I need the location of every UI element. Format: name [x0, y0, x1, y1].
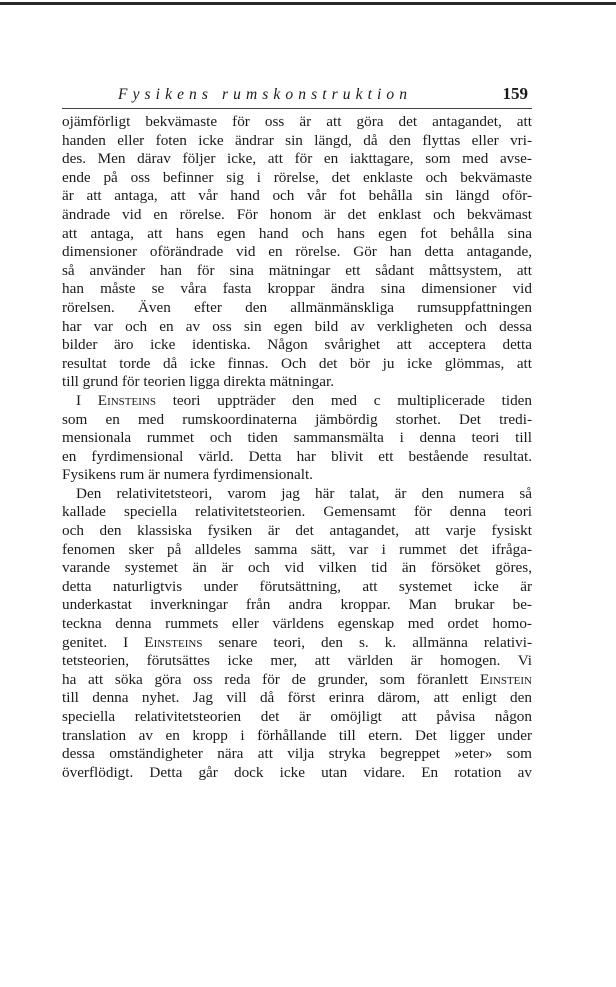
- paragraph-3: [62, 485, 532, 783]
- text-line: underkastat inverkningar från andra kroppar. Man brukar be-: [62, 596, 532, 614]
- top-border-rule: [0, 2, 616, 5]
- body-text: [62, 113, 532, 782]
- text-line: ändrade vid en rörelse. För honom är det enklast och bekvämast: [62, 205, 532, 223]
- text-line: och den klassiska fysiken är det antagandet, att varje fysiskt: [62, 522, 532, 540]
- proper-name-einstein: Einsteins: [144, 633, 203, 651]
- text-line: handen eller foten icke ändrar sin längd, då den flyttas eller vri-: [62, 131, 532, 149]
- text-line: så använder han för sina mätningar ett sådant måttsystem, att: [62, 261, 532, 279]
- text-line: som en med rumskoordinaterna jämbördig storhet. Det tredi-: [62, 410, 532, 428]
- text-line: bilder äro icke identiska. Någon svårighet att acceptera detta: [62, 336, 532, 354]
- text-line: genitet. I Einsteins senare teori, den s. k. allmänna relativi-: [62, 633, 533, 651]
- book-page: [62, 84, 532, 782]
- text-line: I Einsteins teori uppträder den med c multiplicerade tiden: [76, 391, 533, 409]
- text-line: varande systemet än är och vid vilken tid än försöket göres,: [62, 559, 532, 577]
- text-line: att antaga, att hans egen hand och hans egen fot behålla sina: [62, 224, 532, 242]
- running-title: Fysikens rumskonstruktion: [118, 86, 413, 103]
- text-line: han måste se våra fasta kroppar ändra sina dimensioner vid: [62, 280, 532, 298]
- text-line: fenomen sker på alldeles samma sätt, var i rummet det ifråga-: [62, 540, 532, 558]
- proper-name-einstein: Einstein: [479, 670, 532, 688]
- text-line: mensionala rummet och tiden sammansmälta i denna teori till: [62, 429, 532, 447]
- text-line: speciella relativitetsteorien det är omöjligt att påvisa någon: [62, 708, 532, 725]
- text-line: en fyrdimensional värld. Detta har blivit ett bestående resultat.: [62, 447, 532, 465]
- text-line: rörelsen. Även efter den allmänmänskliga rumsuppfattningen: [62, 298, 532, 316]
- text-line: detta naturligtvis under förutsättning, att systemet icke är: [62, 577, 532, 595]
- text-line: translation av en kropp i förhållande till etern. Det ligger under: [62, 726, 532, 744]
- text-line: ende på oss befinner sig i rörelse, det enklaste och bekvämaste: [62, 168, 532, 186]
- paragraph-1: [62, 113, 532, 392]
- text-line: till denna nyhet. Jag vill då först erinra därom, att enligt den: [62, 689, 532, 707]
- text-line: Fysikens rum är numera fyrdimensionalt.: [62, 466, 313, 484]
- text-line: är att antaga, att vår hand och vår fot behålla sin längd oför-: [62, 187, 532, 205]
- text-line: har var och en av oss sin egen bild av verkligheten och dessa: [62, 317, 532, 335]
- text-line: kallade speciella relativitetsteorien. Gemensamt för denna teori: [62, 503, 532, 521]
- running-head: [62, 84, 532, 109]
- proper-name-einstein: Einsteins: [97, 391, 156, 409]
- text-line: dimensioner oförändrade vid en rörelse. Gör han detta antagande,: [62, 243, 532, 261]
- text-line: tetsteorien, förutsättes icke mer, att världen är homogen. Vi: [62, 652, 532, 670]
- text-line: dessa omständigheter nära att vilja stryka begreppet »eter» som: [62, 745, 532, 763]
- paragraph-2: [62, 392, 532, 485]
- text-line: teckna denna rummets eller världens egenskap med ordet homo-: [62, 615, 532, 633]
- page-number: 159: [502, 84, 528, 103]
- text-line: resultat torde då icke finnas. Och det bör ju icke glömmas, att: [62, 354, 532, 372]
- text-line: ha att söka göra oss reda för de grunder, som föranlett Einstein: [62, 670, 532, 688]
- text-line: ojämförligt bekvämaste för oss är att göra det antagandet, att: [62, 113, 532, 130]
- text-line: Den relativitetsteori, varom jag här talat, är den numera så: [76, 484, 532, 502]
- text-line: des. Men därav följer icke, att för en iakttagare, som med avse-: [62, 150, 532, 168]
- text-line: till grund för teorien ligga direkta mätningar.: [62, 373, 335, 391]
- text-line: överflödigt. Detta går dock icke utan vidare. En rotation av: [62, 763, 532, 781]
